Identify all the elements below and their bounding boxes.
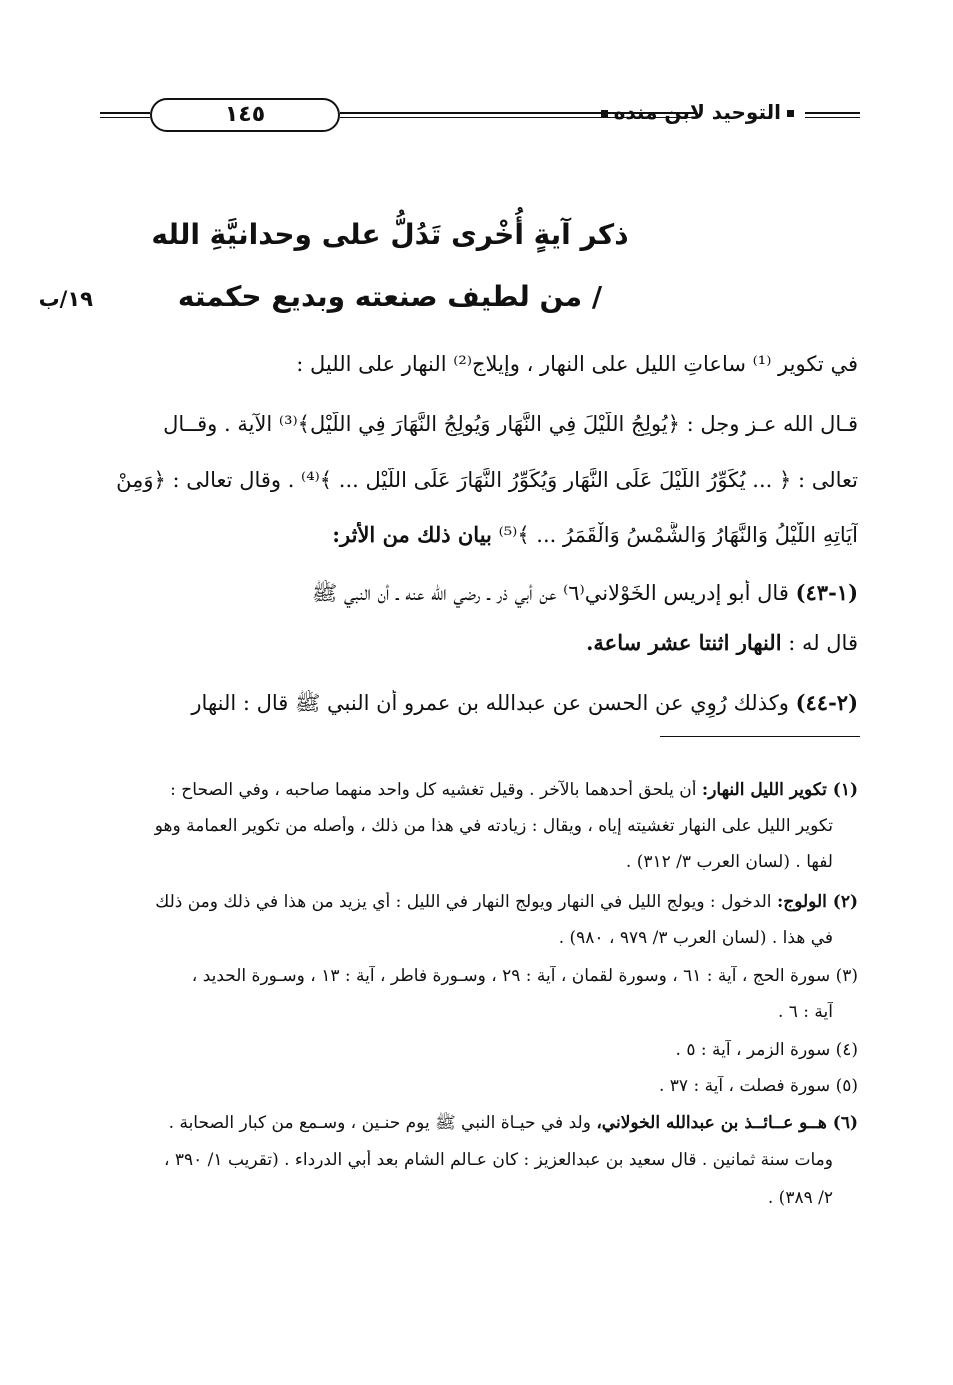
footnote-2 (95, 892, 858, 912)
hadith-text: قال أبو إدريس الخَوْلاني⁽٦⁾ عن أبي ذر ـ رضي الله عنه ـ أن النبي ﷺ (311, 581, 789, 605)
footnote-5: (٥) سورة فصلت ، آية : ٣٧ . (658, 1076, 858, 1096)
hadith-text: وكذلك رُوِي عن الحسن عن عبدالله بن عمرو أن النبي ﷺ قال : النهار (191, 691, 789, 715)
footnote-term: (١) تكوير الليل النهار: (701, 780, 858, 800)
verse-line-1: قـال الله عـز وجل : ﴿يُولِجُ اللَّيْلَ فِي النَّهَارِ وَيُولِجُ النَّهَارَ فِي اللَّيْلِ﴾⁽³⁾ الآية . وقــال (163, 412, 858, 436)
hadith-43-line-1 (95, 580, 858, 611)
footnote-text: أن يلحق أحدهما بالآخر . وقيل تغشيه كل واحد منهما صاحبه ، وفي الصحاح : (170, 780, 697, 800)
intro-line: في تكوير ⁽¹⁾ ساعاتِ الليل على النهارِ ، وإيلاج⁽²⁾ النهار على الليل : (296, 352, 858, 376)
footnote-text: ولد في حيـاة النبي ﷺ يوم حنـين ، وسـمع من كبار الصحابة . (168, 1113, 591, 1133)
page-number: ١٤٥ (150, 98, 340, 132)
header-rule-middle (340, 112, 695, 118)
running-header (100, 98, 860, 134)
footnote-2-cont: في هذا . (لسان العرب ٣/ ٩٧٩ ، ٩٨٠) . (558, 928, 833, 948)
square-ornament-icon (787, 110, 794, 117)
footnote-text: الدخول : ويولج الليل في النهار ويولج النهار في الليل : أي يزيد من هذا في ذلك ومن ذلك (155, 892, 772, 912)
verse-line-2: تعالى : ﴿ ... يُكَوِّرُ اللَّيْلَ عَلَى النَّهَارِ وَيُكَوِّرُ النَّهَارَ عَلَى اللَّيْلِ ... ﴾⁽⁴⁾ . وقال تعالى : ﴿وَمِنْ (116, 468, 858, 492)
header-rule-left (100, 112, 150, 118)
hadith-43-line-2 (95, 630, 858, 655)
hadith-number: (١-٤٣) (795, 580, 858, 605)
verse-line-3 (95, 522, 858, 547)
footnote-6-cont: ومات سنة ثمانين . قال سعيد بن عبدالعزيز : كان عـالم الشام بعد أبي الدرداء . (تقريب ١/ ٣٩٠ ، (163, 1150, 833, 1170)
footnote-6 (95, 1112, 858, 1137)
footnote-3: (٣) سورة الحج ، آية : ٦١ ، وسورة لقمان ، آية : ٢٩ ، وسـورة فاطر ، آية : ١٣ ، وسـورة الحديد ، (191, 966, 858, 986)
hadith-text: قال له : (788, 631, 858, 655)
footnote-3-cont: آية : ٦ . (777, 1002, 833, 1022)
footnote-1-cont: لفها . (لسان العرب ٣/ ٣١٢) . (625, 852, 833, 872)
manuscript-folio-marker: ١٩/ب (38, 287, 93, 311)
verse-text: آيَاتِهِ اللَّيْلُ وَالنَّهَارُ وَالشَّمْسُ وَالْقَمَرُ ... ﴾⁽⁵⁾ (498, 523, 858, 547)
hadith-matn: النهار اثنتا عشر ساعة. (586, 630, 782, 655)
footnote-separator (660, 736, 860, 737)
running-title-text: التوحيد لابن منده (613, 100, 781, 124)
hadith-44-line-1 (95, 690, 858, 721)
header-rule-right (805, 112, 860, 118)
footnote-1 (95, 780, 858, 800)
footnote-4: (٤) سورة الزمر ، آية : ٥ . (675, 1040, 858, 1060)
footnote-1-cont: تكوير الليل على النهار تغشيته إياه ، ويقال : زيادته في هذا من ذلك ، وأصله من تكوير العمامة وهو (154, 816, 833, 836)
footnote-6-cont: ٢/ ٣٨٩) . (767, 1188, 833, 1208)
athar-heading: بيان ذلك من الأثر: (332, 522, 492, 547)
hadith-number: (٢-٤٤) (795, 690, 858, 715)
chapter-title: ذكر آيةٍ أُخْرى تَدُلُّ على وحدانيَّةِ الله (151, 218, 629, 251)
chapter-subtitle: / من لطيف صنعته وبديع حكمته (177, 280, 603, 313)
footnote-term: (٢) الولوج: (776, 892, 858, 912)
footnote-term: (٦) هــو عــائــذ بن عبدالله الخولاني، (596, 1113, 858, 1133)
